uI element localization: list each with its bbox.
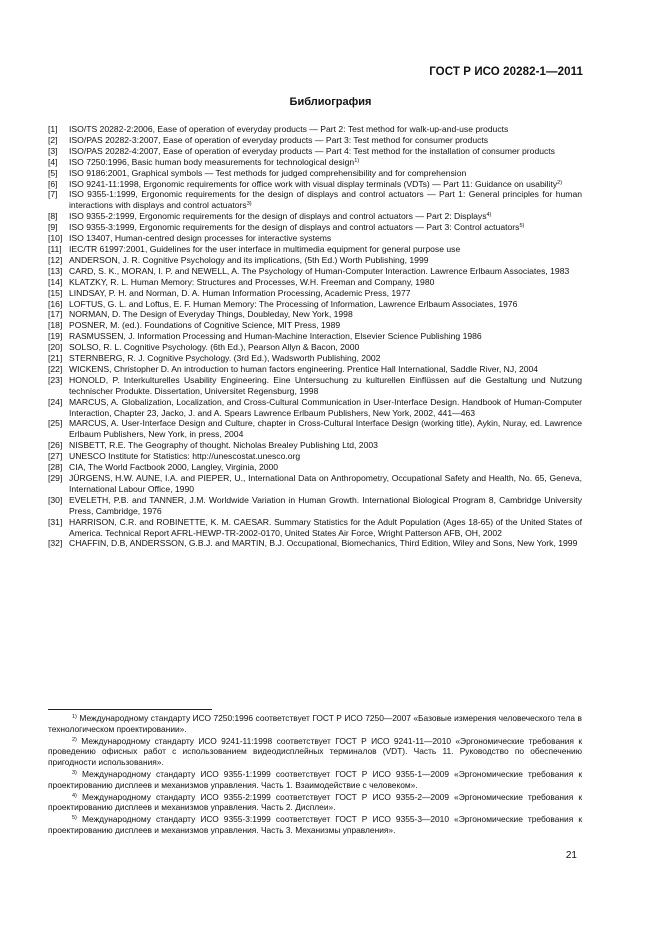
- reference-text: [69, 211, 582, 222]
- reference-citation: LOFTUS, G. L. and Loftus, E. F. Human Memory: The Processing of Information, Lawrence Erlbaum Associates, 1976: [69, 298, 518, 309]
- reference-text: [69, 320, 582, 331]
- reference-text: [69, 222, 582, 233]
- footnote: [48, 769, 582, 791]
- reference-text: [69, 266, 582, 277]
- reference-item: [48, 244, 582, 255]
- reference-item: [48, 288, 582, 299]
- reference-citation: RASMUSSEN, J. Information Processing and Human-Machine Interaction, Elsevier Science Publishing 1986: [69, 331, 482, 342]
- reference-citation: HARRISON, C.R. and ROBINETTE, K. M. CAESAR. Summary Statistics for the Adult Population (Ages 18-65) of the United States of America. Technical Report AFRL-HEWP-TR-2002-0170, United States Air Force, Wright Patterson AFB, OH, 2002: [69, 516, 582, 538]
- page-number: 21: [565, 850, 577, 861]
- reference-number: [24]: [48, 396, 63, 407]
- reference-item: [48, 440, 582, 451]
- reference-citation: ISO/PAS 20282-4:2007, Ease of operation of everyday products — Part 4: Test method for the installation of consumer products: [69, 145, 555, 156]
- reference-text: [69, 135, 582, 146]
- reference-number: [15]: [48, 287, 63, 298]
- reference-text: [69, 440, 582, 451]
- reference-number: [25]: [48, 418, 63, 429]
- reference-citation: ISO/PAS 20282-3:2007, Ease of operation of everyday products — Part 3: Test method for consumer products: [69, 134, 489, 145]
- standard-designation: ГОСТ Р ИСО 20282-1—2011: [429, 66, 583, 78]
- reference-item: [48, 397, 582, 419]
- footnote-text: Международному стандарту ИСО 9241-11:1998 соответствует ГОСТ Р ИСО 9241-11—2010 «Эргономические требования к проведению офисных работ с использованием видеодисплейных терминалов (VDT). Часть 11. Руководство по обеспечению пригодности использования».: [48, 735, 582, 768]
- reference-number: [2]: [48, 134, 58, 145]
- reference-text: [69, 309, 582, 320]
- reference-item: [48, 309, 582, 320]
- reference-text: [69, 451, 582, 462]
- reference-citation: ISO/TS 20282-2:2006, Ease of operation of everyday products — Part 2: Test method for walk-up-and-use products: [69, 124, 509, 134]
- reference-text: [69, 418, 582, 440]
- reference-item: [48, 538, 582, 549]
- reference-citation: ISO 13407, Human-centred design processes for interactive systems: [69, 233, 332, 244]
- reference-citation: LINDSAY, P. H. and Norman, D. A. Human Information Processing, Academic Press, 1977: [69, 287, 411, 298]
- reference-item: [48, 342, 582, 353]
- reference-item: [48, 135, 582, 146]
- reference-text: [69, 473, 582, 495]
- reference-citation: ISO 9355-2:1999, Ergonomic requirements for the design of displays and control actuators — Part 2: Displays: [69, 211, 487, 222]
- reference-item: [48, 211, 582, 222]
- footnote-mark: 3): [72, 769, 77, 776]
- reference-text: [69, 179, 582, 190]
- reference-citation: WICKENS, Christopher D. An introduction to human factors engineering. Prentice Hall International, Saddle River, NJ, 2004: [69, 363, 539, 374]
- reference-number: [1]: [48, 124, 58, 134]
- reference-citation: IEC/TR 61997:2001, Guidelines for the user interface in multimedia equipment for general purpose use: [69, 243, 461, 254]
- reference-number: [20]: [48, 342, 63, 353]
- footnote-marker: 4): [486, 212, 492, 219]
- reference-item: [48, 462, 582, 473]
- reference-item: [48, 451, 582, 462]
- reference-text: [69, 189, 582, 211]
- reference-item: [48, 331, 582, 342]
- reference-item: [48, 189, 582, 211]
- reference-text: [69, 299, 582, 310]
- footnotes: [48, 713, 582, 837]
- reference-number: [23]: [48, 374, 63, 385]
- footnote-text: Международному стандарту ИСО 9355-2:1999 соответствует ГОСТ Р ИСО 9355-2—2009 «Эргономические требования к проектированию дисплеев и механизмов управления. Часть 2. Дисплеи».: [48, 791, 582, 813]
- reference-item: [48, 157, 582, 168]
- reference-text: [69, 168, 582, 179]
- reference-text: [69, 353, 582, 364]
- reference-item: [48, 375, 582, 397]
- reference-number: [13]: [48, 265, 63, 276]
- reference-citation: ISO 9355-3:1999, Ergonomic requirements for the design of displays and control actuators — Part 3: Control actuators: [69, 222, 520, 233]
- footnote: [48, 814, 582, 836]
- reference-item: [48, 320, 582, 331]
- reference-item: [48, 222, 582, 233]
- reference-text: [69, 517, 582, 539]
- footnote-marker: 3): [246, 201, 252, 208]
- reference-citation: CHAFFIN, D.B, ANDERSSON, G.B.J. and MARTIN, B.J. Occupational, Biomechanics, Third Edition, Wiley and Sons, New York, 1999: [69, 538, 578, 549]
- reference-citation: HONOLD, P. Interkulturelles Usability Engineering. Eine Untersuchung zu kulturellen Einflüssen auf die Gestaltung und Nutzung technischer Produkte. Dissertation, Universitet Regensburg, 1998: [69, 374, 582, 396]
- reference-text: [69, 342, 582, 353]
- reference-number: [4]: [48, 156, 58, 167]
- reference-item: [48, 353, 582, 364]
- page-title: Библиография: [289, 96, 372, 108]
- reference-number: [21]: [48, 353, 63, 364]
- footnote: [48, 792, 582, 814]
- reference-number: [27]: [48, 451, 63, 462]
- reference-item: [48, 517, 582, 539]
- reference-item: [48, 146, 582, 157]
- reference-number: [14]: [48, 276, 63, 287]
- footnote-mark: 2): [72, 736, 77, 743]
- reference-number: [9]: [48, 222, 58, 233]
- footnote-text: Международному стандарту ИСО 9355-1:1999 соответствует ГОСТ Р ИСО 9355-1—2009 «Эргономические требования к проектированию дисплеев и механизмов управления. Часть 1. Взаимодействие с человеком».: [48, 768, 582, 790]
- reference-citation: MARCUS, A. Globalization, Localization, and Cross-Cultural Communication in User-Interface Design. Handbook of Human-Computer Interaction, Chapter 23, Jacko, J. and A. Spears Lawrence Erlbaum Publishers, New York, 2002, 441—463: [69, 396, 582, 418]
- reference-text: [69, 233, 582, 244]
- reference-item: [48, 473, 582, 495]
- reference-number: [29]: [48, 473, 63, 483]
- reference-citation: JÜRGENS, H.W. AUNE, I.A. and PIEPER, U., International Data on Anthropometry, Occupational Safety and Health, No. 65, Geneva, International Labour Office, 1990: [69, 473, 582, 494]
- footnote-marker: 1): [354, 157, 360, 164]
- footnote-mark: 1): [72, 714, 77, 720]
- reference-text: [69, 397, 582, 419]
- reference-citation: ISO 9241-11:1998, Ergonomic requirements for office work with visual display terminals (VDTs) — Part 11: Guidance on usability: [69, 178, 558, 189]
- reference-citation: ISO 9355-1:1999, Ergonomic requirements for the design of displays and control actuators — Part 1: General principles for human interactions with displays and control actuators: [69, 189, 582, 211]
- reference-number: [5]: [48, 167, 58, 178]
- reference-citation: NISBETT, R.E. The Geography of thought. Nicholas Brealey Publishing Ltd, 2003: [69, 440, 378, 451]
- reference-text: [69, 255, 582, 266]
- footnote-separator: [48, 709, 212, 710]
- reference-citation: UNESCO Institute for Statistics: http://unescostat.unesco.org: [69, 451, 301, 462]
- reference-citation: CIA, The World Factbook 2000, Langley, Virginia, 2000: [69, 462, 279, 473]
- reference-item: [48, 364, 582, 375]
- reference-number: [32]: [48, 538, 63, 549]
- reference-number: [11]: [48, 243, 62, 254]
- reference-text: [69, 364, 582, 375]
- reference-number: [17]: [48, 309, 63, 320]
- reference-number: [12]: [48, 254, 63, 265]
- reference-number: [3]: [48, 145, 58, 156]
- reference-item: [48, 299, 582, 310]
- reference-number: [10]: [48, 233, 63, 244]
- reference-number: [6]: [48, 178, 58, 189]
- reference-citation: SOLSO, R. L. Cognitive Psychology. (6th Ed.), Pearson Allyn & Bacon, 2000: [69, 342, 360, 353]
- reference-number: [31]: [48, 516, 63, 527]
- reference-number: [22]: [48, 363, 63, 374]
- reference-text: [69, 288, 582, 299]
- reference-item: [48, 233, 582, 244]
- reference-text: [69, 462, 582, 473]
- reference-text: [69, 495, 582, 517]
- reference-citation: KLATZKY, R. L. Human Memory: Structures and Processes, W.H. Freeman and Company, 1980: [69, 276, 435, 287]
- reference-item: [48, 168, 582, 179]
- footnote-marker: 2): [557, 179, 563, 186]
- reference-number: [7]: [48, 189, 58, 200]
- reference-item: [48, 255, 582, 266]
- reference-citation: ANDERSON, J. R. Cognitive Psychology and its implications, (5th Ed.) Worth Publishing, 1999: [69, 254, 429, 265]
- reference-number: [8]: [48, 211, 58, 222]
- reference-number: [18]: [48, 320, 63, 331]
- footnote-mark: 5): [72, 815, 77, 822]
- reference-text: [69, 146, 582, 157]
- reference-citation: CARD, S. K., MORAN, I. P. and NEWELL, A. The Psychology of Human-Computer Interaction. Lawrence Erlbaum Associates, 1983: [69, 265, 570, 276]
- reference-citation: ISO 9186:2001, Graphical symbols — Test methods for judged comprehensibility and for comprehension: [69, 167, 467, 178]
- reference-number: [28]: [48, 462, 63, 473]
- reference-text: [69, 538, 582, 549]
- footnote: [48, 736, 582, 768]
- footnote-text: Международному стандарту ИСО 7250:1996 соответствует ГОСТ Р ИСО 7250—2007 «Базовые измерения человеческого тела в технологическом проектировании».: [48, 713, 582, 734]
- reference-item: [48, 124, 582, 135]
- reference-citation: STERNBERG, R. J. Cognitive Psychology. (3rd Ed.), Wadsworth Publishing, 2002: [69, 353, 381, 364]
- reference-item: [48, 179, 582, 190]
- reference-text: [69, 124, 582, 135]
- footnote-marker: 5): [519, 223, 525, 230]
- footnote-text: Международному стандарту ИСО 9355-3:1999 соответствует ГОСТ Р ИСО 9355-3—2010 «Эргономические требования к проектированию дисплеев и механизмов управления. Часть 3. Механизмы управления».: [48, 814, 582, 835]
- reference-item: [48, 277, 582, 288]
- reference-citation: MARCUS, A. User-Interface Design and Culture, chapter in Cross-Cultural Interface Design (working title), Aykin, Nuray, ed. Lawrence Erlbaum Publishers, New York, in press, 2004: [69, 418, 582, 440]
- reference-text: [69, 277, 582, 288]
- reference-citation: POSNER, M. (ed.). Foundations of Cognitive Science, MIT Press, 1989: [69, 320, 341, 331]
- reference-item: [48, 418, 582, 440]
- footnote-mark: 4): [72, 792, 77, 799]
- reference-text: [69, 375, 582, 397]
- bibliography-list: [48, 124, 582, 549]
- reference-text: [69, 331, 582, 342]
- reference-number: [19]: [48, 331, 63, 342]
- reference-text: [69, 157, 582, 168]
- footnote: [48, 713, 582, 735]
- reference-item: [48, 266, 582, 277]
- reference-number: [30]: [48, 494, 63, 505]
- reference-text: [69, 244, 582, 255]
- reference-number: [16]: [48, 298, 63, 309]
- reference-number: [26]: [48, 440, 63, 451]
- reference-citation: EVELETH, P.B. and TANNER, J.M. Worldwide Variation in Human Growth. International Biological Program 8, Cambridge University Press, Cambridge, 1976: [69, 494, 582, 516]
- reference-citation: ISO 7250:1996, Basic human body measurements for technological design: [69, 156, 355, 167]
- reference-item: [48, 495, 582, 517]
- reference-citation: NORMAN, D. The Design of Everyday Things, Doubleday, New York, 1998: [69, 309, 353, 320]
